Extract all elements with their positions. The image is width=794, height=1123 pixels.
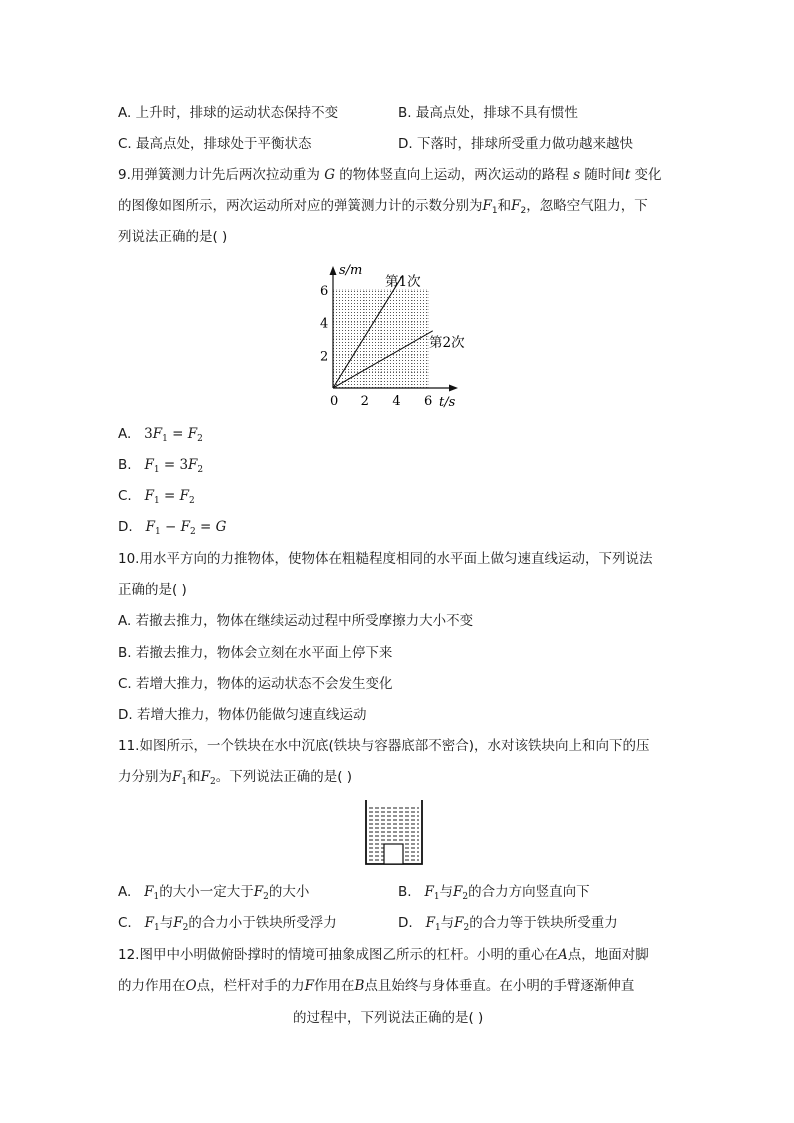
q12-stem-line1: 12.图甲中小明做俯卧撑时的情境可抽象成图乙所示的杠杆。小明的重心在A点，地面对脚 — [118, 947, 649, 963]
q10-option-d[interactable]: D. 若增大推力，物体仍能做匀速直线运动 — [118, 707, 367, 723]
q9-option-c[interactable]: C. $F_1 = F_2$ — [118, 488, 195, 506]
x-axis-label: t/s — [439, 395, 456, 410]
x-tick-label: 2 — [360, 394, 369, 409]
q8-option-a[interactable] — [118, 103, 338, 123]
q8-option-c[interactable] — [118, 134, 312, 154]
x-tick-label: 6 — [424, 394, 433, 409]
y-tick-label: 2 — [320, 349, 329, 365]
q8-option-b[interactable] — [398, 103, 578, 123]
q9-option-b[interactable]: B. $F_1 = 3F_2$ — [118, 457, 204, 475]
option-text: C. 最高点处，排球处于平衡状态 — [118, 136, 312, 152]
q11-option-a[interactable]: A. $F_1$的大小一定大于$F_2$的大小 — [118, 884, 310, 902]
y-axis-arrow — [330, 266, 337, 275]
option-text: A. 上升时，排球的运动状态保持不变 — [118, 105, 339, 121]
x-tick-label: 4 — [392, 394, 401, 409]
q8-option-d[interactable] — [398, 134, 633, 154]
option-text: D. 下落时，排球所受重力做功越来越快 — [398, 136, 633, 152]
x-axis-arrow — [449, 385, 458, 392]
q11-option-b[interactable]: B. $F_1$与$F_2$的合力方向竖直向下 — [398, 884, 590, 902]
q11-stem-line1: 11.如图所示，一个铁块在水中沉底(铁块与容器底部不密合)，水对该铁块向上和向下的压 — [118, 738, 650, 754]
option-text: B. 最高点处，排球不具有惯性 — [398, 105, 578, 121]
q12-stem-line3: 的过程中，下列说法正确的是( ) — [293, 1010, 484, 1026]
q9-chart — [318, 258, 468, 410]
q10-stem-line2: 正确的是( ) — [118, 582, 187, 598]
q9-stem-line3: 列说法正确的是( ) — [118, 229, 228, 245]
q11-water-container-figure — [360, 796, 432, 870]
q9-option-d[interactable]: D. $F_1 - F_2 = G$ — [118, 519, 227, 537]
q9-stem-line1: 9.用弹簧测力计先后两次拉动重为 G 的物体竖直向上运动，两次运动的路程 s 随时间t 变化 — [118, 167, 662, 183]
q11-stem-line2: 力分别为$F_1$和$F_2$。下列说法正确的是( ) — [118, 769, 353, 787]
series-label-1: 第1次 — [385, 274, 421, 290]
q9-stem-line2: 的图像如图所示，两次运动所对应的弹簧测力计的示数分别为$F_1$和$F_2$，忽略空气阻力，下 — [118, 198, 648, 216]
y-axis-label: s/m — [339, 263, 363, 278]
origin-label: 0 — [330, 394, 339, 409]
q9-option-a[interactable]: A. $3F_1 = F_2$ — [118, 426, 203, 444]
y-tick-label: 4 — [320, 316, 329, 332]
q10-option-b[interactable]: B. 若撤去推力，物体会立刻在水平面上停下来 — [118, 645, 393, 661]
q10-option-c[interactable]: C. 若增大推力，物体的运动状态不会发生变化 — [118, 676, 393, 692]
q12-stem-line2: 的力作用在O点，栏杆对手的力F作用在B点且始终与身体垂直。在小明的手臂逐渐伸直 — [118, 978, 635, 994]
iron-block — [384, 844, 403, 864]
q10-option-a[interactable]: A. 若撤去推力，物体在继续运动过程中所受摩擦力大小不变 — [118, 613, 474, 629]
y-tick-label: 6 — [320, 284, 329, 299]
q10-stem-line1: 10.用水平方向的力推物体，使物体在粗糙程度相同的水平面上做匀速直线运动，下列说法 — [118, 551, 653, 567]
q11-option-d[interactable]: D. $F_1$与$F_2$的合力等于铁块所受重力 — [398, 915, 618, 933]
series-label-2: 第2次 — [429, 335, 465, 351]
q11-option-c[interactable]: C. $F_1$与$F_2$的合力小于铁块所受浮力 — [118, 915, 337, 933]
